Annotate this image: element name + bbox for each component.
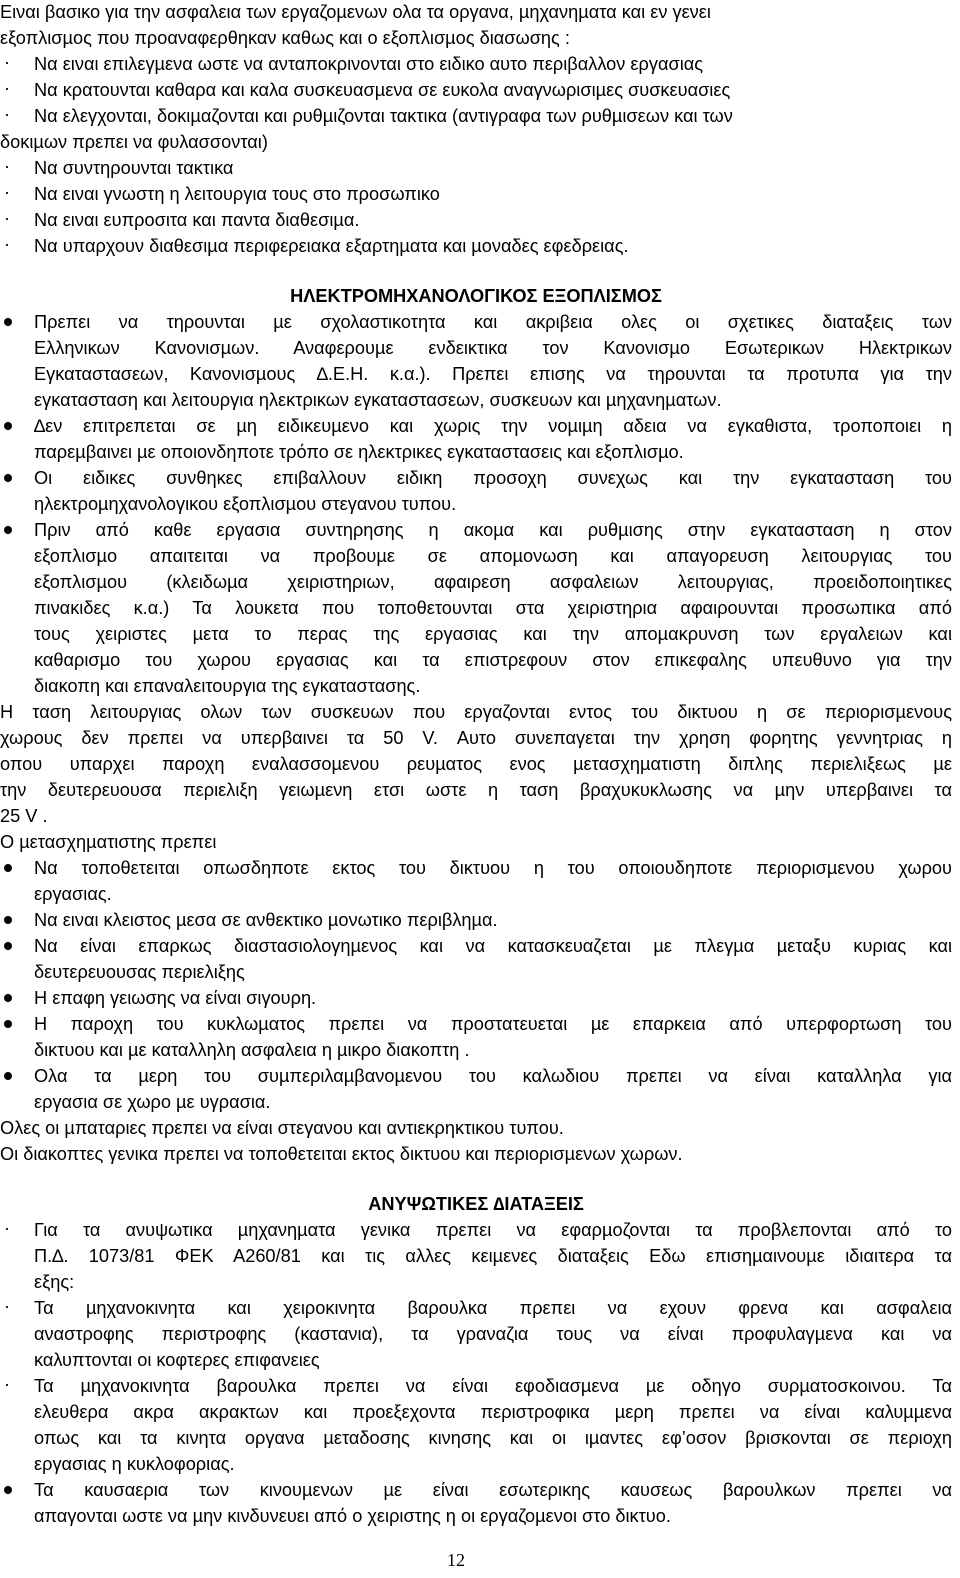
paragraph-line: εξης:: [34, 1272, 75, 1292]
intro-text: εξοπλισµος που προαναφερθηκαν καθως και ο εξοπλισµος διασωσης :: [0, 28, 570, 48]
paragraph-line: 25 V .: [0, 806, 48, 826]
paragraph-line: Η παροχη του κυκλωµατος πρεπει να προστατευεται µε επαρκεια από υπερφορτωση του: [34, 1014, 952, 1034]
paragraph-line: Τα µηχανοκινητα βαρουλκα πρεπει να είναι εφοδιασµενα µε οδηγο συρµατοσκοινου. Τα: [34, 1376, 952, 1396]
paragraph-line: εγκατασταση και λειτουργια ηλεκτρικων εγκαταστασεων, συσκευων και µηχανηµατων.: [34, 390, 722, 410]
bullet-dot: ·: [4, 1374, 10, 1394]
paragraph-line: Οι διακοπτες γενικα πρεπει να τοποθετειται εκτος δικτυου και περιορισµενων χωρων.: [0, 1144, 683, 1164]
bullet-dot: [4, 1020, 12, 1028]
bullet-dot: ·: [4, 104, 10, 124]
bullet-dot: ·: [4, 182, 10, 202]
paragraph-line: Εγκαταστασεων, Κανονισµους ∆.Ε.Η. κ.α.). Πρεπει επισης να τηρουνται τα προτυπα για την: [34, 364, 952, 384]
bullet-dot: ·: [4, 78, 10, 98]
paragraph-line: την δευτερευουσα περιελιξη γειωµενη ετσι ωστε η ταση βραχυκυκλωσης να µην υπερβαινει τα: [0, 780, 952, 800]
bullet-dot: [4, 916, 12, 924]
bullet-dot: [4, 474, 12, 482]
bullet-dot: ·: [4, 156, 10, 176]
bullet-dot: [4, 526, 12, 534]
bullet-dot: [4, 318, 12, 326]
paragraph-line: Να ειναι κλειστος µεσα σε ανθεκτικο µονωτικο περιβληµα.: [34, 910, 498, 930]
bullet-dot: ·: [4, 52, 10, 72]
paragraph-line: Οι ειδικες συνθηκες επιβαλλουν ειδικη προσοχη συνεχως και την εγκατασταση του: [34, 468, 952, 488]
paragraph-line: Η επαφη γειωσης να είναι σιγουρη.: [34, 988, 317, 1008]
intro-text: Ειναι βασικο για την ασφαλεια των εργαζοµενων ολα τα οργανα, µηχανηµατα και εν γενει: [0, 2, 711, 22]
paragraph-line: οπως και τα κινητα οργανα µεταδοσης κινησης και οι ιµαντες εφ’οσον βρισκονται σε περιοχη: [34, 1428, 952, 1448]
list-item: Να ειναι ευπροσιτα και παντα διαθεσιµα.: [34, 210, 360, 230]
bullet-dot: [4, 942, 12, 950]
paragraph-line: παρεµβαινει µε οποιονδηποτε τρόπο σε ηλεκτρικες εγκαταστασεις και εξοπλισµο.: [34, 442, 684, 462]
paragraph-line: Ο µετασχηµατιστης πρεπει: [0, 832, 217, 852]
paragraph-line: Να είναι επαρκως διαστασιολογηµενος και να κατασκευαζεται µε πλεγµα µεταξυ κυριας και: [34, 936, 952, 956]
paragraph-line: Για τα ανυψωτικα µηχανηµατα γενικα πρεπει να εφαρµοζονται τα προβλεπονται από το: [34, 1220, 952, 1240]
paragraph-line: ηλεκτροµηχανολογικου εξοπλισµου στεγανου τυπου.: [34, 494, 457, 514]
paragraph-line: καλυπτονται οι κοφτερες επιφανειες: [34, 1350, 320, 1370]
paragraph-line: Πρεπει να τηρουνται µε σχολαστικοτητα και ακριβεια ολες οι σχετικες διαταξεις των: [34, 312, 952, 332]
paragraph-line: Τα µηχανοκινητα και χειροκινητα βαρουλκα πρεπει να εχουν φρενα και ασφαλεια: [34, 1298, 952, 1318]
list-item: Να ειναι γνωστη η λειτουργια τους στο προσωπικο: [34, 184, 440, 204]
paragraph-line: Τα καυσαερια των κινουµενων µε είναι εσωτερικης καυσεως βαρουλκων πρεπει να: [34, 1480, 952, 1500]
paragraph-line: εξοπλισµου (κλειδωµα χειριστηριων, αφαιρεση ασφαλειων λειτουργιας, προειδοποιητικες: [34, 572, 952, 592]
paragraph-line: δευτερευουσας περιελιξης: [34, 962, 245, 982]
paragraph-line: Π.∆. 1073/81 ΦΕΚ Α260/81 και τις αλλες κειµενες διαταξεις Εδω επισηµαινουµε ιδιαιτερα τα: [34, 1246, 952, 1266]
list-item: Να ειναι επιλεγµενα ωστε να ανταποκρινονται στο ειδικο αυτο περιβαλλον εργασιας: [34, 54, 704, 74]
bullet-dot: [4, 994, 12, 1002]
paragraph-line: Να τοποθετειται οπωσδηποτε εκτος του δικτυου η του οποιουδηποτε περιορισµενου χωρου: [34, 858, 952, 878]
paragraph-line: ∆εν επιτρεπεται σε µη ειδικευµενο και χωρις την νοµιµη αδεια να εγκαθιστα, τροποποιει η: [34, 416, 952, 436]
section-heading: ΗΛΕΚΤΡΟΜΗΧΑΝΟΛΟΓΙΚΟΣ ΕΞΟΠΛΙΣΜΟΣ: [290, 286, 662, 306]
bullet-dot: ·: [4, 1296, 10, 1316]
paragraph-line: καθαρισµο του χωρου εργασιας και τα επιστρεφουν στον επικεφαλης υπευθυνο για την: [34, 650, 952, 670]
bullet-dot: [4, 422, 12, 430]
paragraph-line: Ολα τα µερη του συµπεριλαµβανοµενου του καλωδιου πρεπει να είναι καταλληλα για: [34, 1066, 952, 1086]
paragraph-line: Η ταση λειτουργιας ολων των συσκευων που εργαζονται εντος του δικτυου η σε περιορισµενους: [0, 702, 952, 722]
bullet-dot: ·: [4, 234, 10, 254]
paragraph-line: εργασιας η κυκλοφοριας.: [34, 1454, 235, 1474]
paragraph-line: αναστροφης περιστροφης (καστανια), τα γραναζια τους να είναι προφυλαγµενα και να: [34, 1324, 952, 1344]
bullet-dot: ·: [4, 1218, 10, 1238]
paragraph-line: χωρους δεν πρεπει να υπερβαινει τα 50 V. Αυτο συνεπαγεται την χρηση φορητης γεννητριας η: [0, 728, 952, 748]
paragraph-line: εργασια σε χωρο µε υγρασια.: [34, 1092, 271, 1112]
paragraph-line: απαγονται ωστε να µην κινδυνευει από ο χειριστης η οι εργαζοµενοι στο δικτυο.: [34, 1506, 671, 1526]
bullet-dot: [4, 1072, 12, 1080]
paragraph-line: οπου υπαρχει παροχη εναλασσοµενου ρευµατος ενος µετασχηµατιστη διπλης περιελιξεως µε: [0, 754, 952, 774]
section-heading: ΑΝΥΨΩΤΙΚΕΣ ∆ΙΑΤΑΞΕΙΣ: [368, 1194, 584, 1214]
paragraph-line: Ελληνικων Κανονισµων. Αναφερουµε ενδεικτικα τον Κανονισµο Εσωτερικων Ηλεκτρικων: [34, 338, 952, 358]
bullet-dot: ·: [4, 208, 10, 228]
paragraph-line: Πριν από καθε εργασια συντηρησης η ακοµα και ρυθµισης στην εγκατασταση η στον: [34, 520, 952, 540]
paragraph-line: ελευθερα ακρα ακρακτων και προεξεχοντα περιστροφικα µερη πρεπει να είναι καλυµµενα: [34, 1402, 952, 1422]
paragraph-line: εργασιας.: [34, 884, 112, 904]
paragraph-line: τους χειριστες µετα το περας της εργασιας και την αποµακρυνση των εργαλειων και: [34, 624, 952, 644]
paragraph-line: πινακιδες κ.α.) Τα λουκετα που τοποθετουνται στα χειριστηρια αφαιρουνται προσωπικα από: [34, 598, 952, 618]
paragraph-line: εξοπλισµο απαιτειται να προβουµε σε αποµονωση και απαγορευση λειτουργιας του: [34, 546, 952, 566]
paragraph-line: δικτυου και µε καταλληλη ασφαλεια η µικρο διακοπτη .: [34, 1040, 470, 1060]
list-item: Να υπαρχουν διαθεσιµα περιφερειακα εξαρτηµατα και µοναδες εφεδρειας.: [34, 236, 629, 256]
list-item-continuation: δοκιµων πρεπει να φυλασσονται): [0, 132, 268, 152]
bullet-dot: [4, 864, 12, 872]
list-item: Να ελεγχονται, δοκιµαζονται και ρυθµιζονται τακτικα (αντιγραφα των ρυθµισεων και των: [34, 106, 733, 126]
paragraph-line: Ολες οι µπαταριες πρεπει να είναι στεγανου και αντιεκρηκτικου τυπου.: [0, 1118, 564, 1138]
paragraph-line: διακοπη και επαναλειτουργια της εγκαταστασης.: [34, 676, 421, 696]
page-number: 12: [447, 1550, 465, 1570]
list-item: Να συντηρουνται τακτικα: [34, 158, 234, 178]
list-item: Να κρατουνται καθαρα και καλα συσκευασµενα σε ευκολα αναγνωρισιµες συσκευασιες: [34, 80, 731, 100]
bullet-dot: [4, 1486, 12, 1494]
